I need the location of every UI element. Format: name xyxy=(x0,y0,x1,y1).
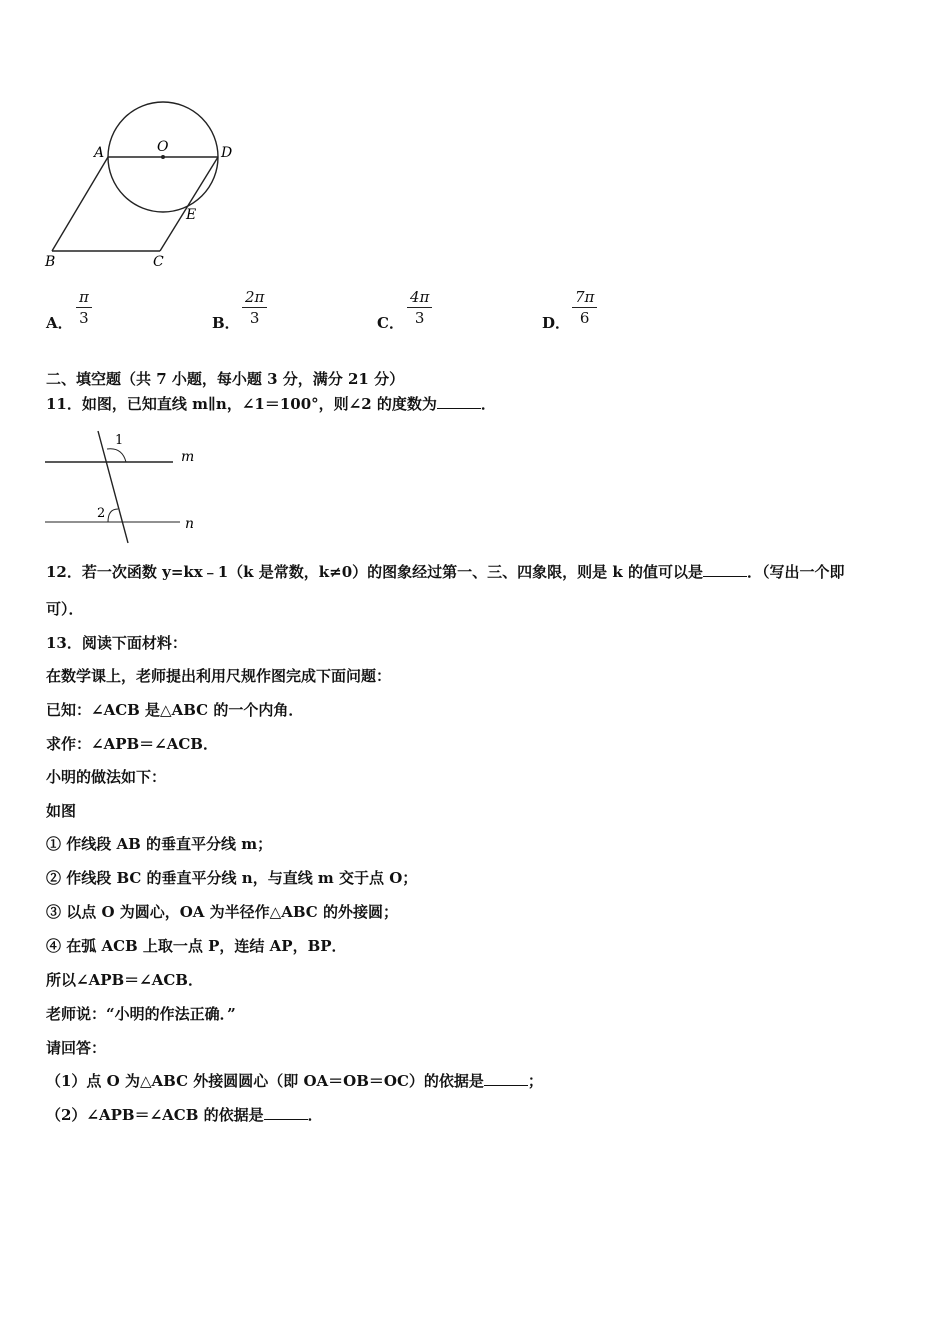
choice-c[interactable] xyxy=(377,288,497,334)
line-m-label: m xyxy=(181,449,195,465)
choice-a-denominator: 3 xyxy=(79,309,89,327)
q11-text xyxy=(46,394,496,414)
choice-c-numerator: 4π xyxy=(410,288,430,306)
q13-step2: ② 作线段 BC 的垂直平分线 n，与直线 m 交于点 O； xyxy=(46,869,418,887)
segment-ab xyxy=(52,157,108,251)
q13-method: 小明的做法如下： xyxy=(46,768,167,786)
q13-sub2-before: （2）∠APB＝∠ACB 的依据是 xyxy=(46,1106,264,1124)
q13-sub1-after: ； xyxy=(527,1072,543,1090)
q11-answer-blank[interactable] xyxy=(437,394,481,409)
choice-c-fraction xyxy=(407,288,432,327)
q12-text-after: ．（写出一个即 xyxy=(747,563,845,581)
q12-answer-blank[interactable] xyxy=(703,562,747,577)
transversal xyxy=(98,431,128,543)
q13-step1: ① 作线段 AB 的垂直平分线 m； xyxy=(46,835,273,853)
q13-construct: 求作：∠APB＝∠ACB． xyxy=(46,735,218,753)
choice-b-label: B． xyxy=(212,314,240,332)
q12-line2: 可）． xyxy=(46,600,84,618)
q13-intro: 在数学课上，老师提出利用尺规作图完成下面问题： xyxy=(46,667,392,685)
label-d: D xyxy=(221,145,233,161)
center-dot xyxy=(161,155,165,159)
choice-d-label: D． xyxy=(542,314,571,332)
q13-sub1-blank[interactable] xyxy=(484,1071,528,1086)
q13-step4: ④ 在弧 ACB 上取一点 P，连结 AP，BP． xyxy=(46,937,347,955)
q13-teacher: 老师说：“小明的作法正确．” xyxy=(46,1005,236,1023)
choice-a-label: A． xyxy=(46,314,73,332)
q11-text-before: 11．如图，已知直线 m∥n，∠1＝100°，则∠2 的度数为 xyxy=(46,395,437,413)
choice-d-fraction xyxy=(572,288,597,327)
choice-c-denominator: 3 xyxy=(414,309,425,327)
choice-b-numerator: 2π xyxy=(245,288,265,306)
choice-a[interactable] xyxy=(46,288,166,334)
q13-sub1 xyxy=(46,1071,543,1091)
choice-a-numerator: π xyxy=(79,288,89,306)
label-e: E xyxy=(186,207,197,223)
label-c: C xyxy=(153,254,164,270)
angle1-label: 1 xyxy=(115,433,124,448)
angle2-label: 2 xyxy=(97,506,106,521)
angle2-arc xyxy=(108,509,118,522)
q13-conclusion: 所以∠APB＝∠ACB． xyxy=(46,971,203,989)
q11-text-after: ． xyxy=(480,395,496,413)
q13-given: 已知：∠ACB 是△ABC 的一个内角． xyxy=(46,701,304,719)
section2-heading: 二、填空题（共 7 小题，每小题 3 分，满分 21 分） xyxy=(46,370,405,388)
q13-title: 13．阅读下面材料： xyxy=(46,634,187,652)
angle1-arc xyxy=(107,449,126,462)
q13-sub2-after: ． xyxy=(307,1106,323,1124)
q13-as-figure: 如图 xyxy=(46,802,77,820)
line-n-label: n xyxy=(185,516,195,532)
q13-sub2 xyxy=(46,1105,323,1125)
choice-d-denominator: 6 xyxy=(579,309,590,327)
segment-cd xyxy=(160,157,218,251)
circle-parallelogram-figure xyxy=(40,95,250,275)
choice-d[interactable] xyxy=(542,288,662,334)
q13-sub2-blank[interactable] xyxy=(264,1105,308,1120)
label-b: B xyxy=(45,254,56,270)
q13-answer-prompt: 请回答： xyxy=(46,1039,107,1057)
q13-sub1-before: （1）点 O 为△ABC 外接圆圆心（即 OA＝OB＝OC）的依据是 xyxy=(46,1072,484,1090)
choice-b-denominator: 3 xyxy=(249,309,260,327)
q13-step3: ③ 以点 O 为圆心，OA 为半径作△ABC 的外接圆； xyxy=(46,903,398,921)
choice-a-fraction xyxy=(76,288,92,327)
choice-b-fraction xyxy=(242,288,267,327)
label-a: A xyxy=(94,145,105,161)
parallel-lines-figure xyxy=(40,425,210,550)
choice-d-numerator: 7π xyxy=(575,288,595,306)
q12-line1 xyxy=(46,562,845,582)
choice-c-label: C． xyxy=(377,314,404,332)
label-o: O xyxy=(157,139,169,155)
choice-b[interactable] xyxy=(212,288,332,334)
q12-text-before: 12．若一次函数 y=kx﹣1（k 是常数，k≠0）的图象经过第一、三、四象限，则是 k 的值可以是 xyxy=(46,563,704,581)
